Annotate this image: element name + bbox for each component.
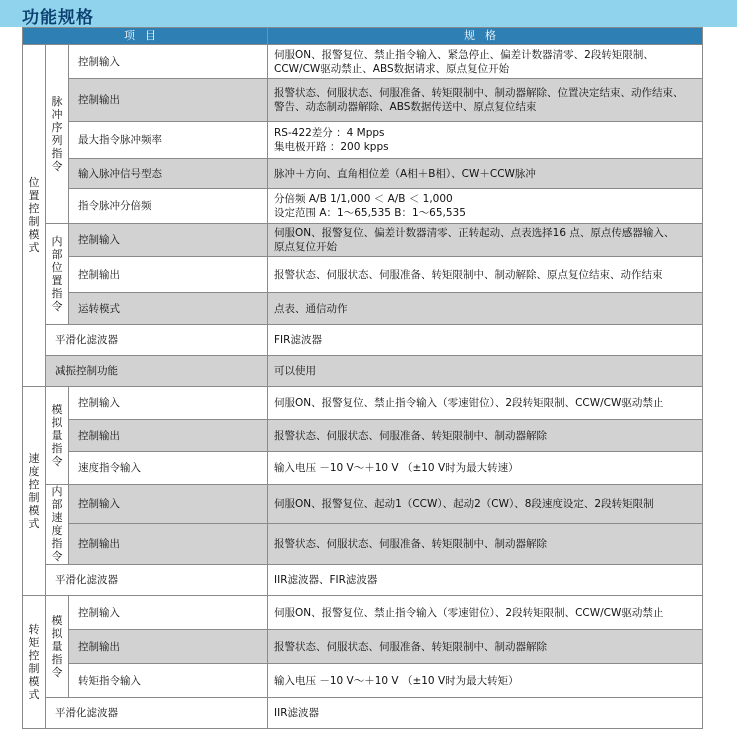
row-item: 控制输入 xyxy=(69,485,268,524)
row-item: 控制输出 xyxy=(69,524,268,565)
row-item: 运转模式 xyxy=(69,293,268,325)
table-row xyxy=(23,664,703,698)
group-internal-speed-cmd: 内部速度指令 xyxy=(46,485,69,565)
row-spec: IIR滤波器、FIR滤波器 xyxy=(268,565,703,596)
group-speed-mode: 速度控制模式 xyxy=(23,387,46,596)
row-item: 控制输出 xyxy=(69,257,268,293)
row-spec: 伺服ON、报警复位、偏差计数器清零、正转起动、点表选择16 点、原点传感器输入、 原点复位开始 xyxy=(268,224,703,257)
table-row xyxy=(23,293,703,325)
row-item: 最大指令脉冲频率 xyxy=(69,122,268,159)
section-title: 功能规格 xyxy=(22,8,94,28)
row-spec: 报警状态、伺服状态、伺服准备、转矩限制中、制动器解除 xyxy=(268,420,703,452)
group-analog-cmd-torque: 模拟量指令 xyxy=(46,596,69,698)
row-spec: 伺服ON、报警复位、起动1（CCW）、起动2（CW）、8段速度设定、2段转矩限制 xyxy=(268,485,703,524)
row-item: 速度指令输入 xyxy=(69,452,268,485)
table-row xyxy=(23,79,703,122)
row-item: 控制输出 xyxy=(69,79,268,122)
group-position-mode: 位置控制模式 xyxy=(23,45,46,387)
row-spec: 报警状态、伺服状态、伺服准备、转矩限制中、制动器解除 xyxy=(268,524,703,565)
row-item: 转矩指令输入 xyxy=(69,664,268,698)
group-pulse-cmd: 脉冲序列指令 xyxy=(46,45,69,224)
table-row xyxy=(23,45,703,79)
table-row xyxy=(23,524,703,565)
row-spec: 点表、通信动作 xyxy=(268,293,703,325)
table-row xyxy=(23,257,703,293)
table-row xyxy=(23,420,703,452)
table-row xyxy=(23,596,703,630)
row-item: 控制输出 xyxy=(69,420,268,452)
header-spec: 规格 xyxy=(268,28,703,45)
row-item: 平滑化滤波器 xyxy=(46,565,268,596)
table-row xyxy=(23,387,703,420)
table-row xyxy=(23,452,703,485)
row-spec: FIR滤波器 xyxy=(268,325,703,356)
row-spec: 伺服ON、报警复位、禁止指令输入（零速钳位）、2段转矩限制、CCW/CW驱动禁止 xyxy=(268,387,703,420)
table-row xyxy=(23,224,703,257)
row-item: 控制输入 xyxy=(69,45,268,79)
table-row xyxy=(23,159,703,189)
table-row xyxy=(23,122,703,159)
row-spec: 报警状态、伺服状态、伺服准备、转矩限制中、制动器解除 xyxy=(268,630,703,664)
row-item: 减振控制功能 xyxy=(46,356,268,387)
section-title-bar xyxy=(0,0,737,27)
row-spec: 输入电压 －10 V～＋10 V （±10 V时为最大转速） xyxy=(268,452,703,485)
row-item: 平滑化滤波器 xyxy=(46,698,268,729)
row-spec: 输入电压 －10 V～＋10 V （±10 V时为最大转矩） xyxy=(268,664,703,698)
table-header-row xyxy=(23,28,703,45)
row-item: 平滑化滤波器 xyxy=(46,325,268,356)
table-row xyxy=(23,485,703,524)
row-spec: IIR滤波器 xyxy=(268,698,703,729)
group-analog-cmd-speed: 模拟量指令 xyxy=(46,387,69,485)
row-spec: 可以使用 xyxy=(268,356,703,387)
table-row xyxy=(23,189,703,224)
row-spec: 报警状态、伺服状态、伺服准备、转矩限制中、制动解除、原点复位结束、动作结束 xyxy=(268,257,703,293)
row-item: 指令脉冲分倍频 xyxy=(69,189,268,224)
row-item: 控制输入 xyxy=(69,596,268,630)
group-internal-pos-cmd: 内部位置指令 xyxy=(46,224,69,325)
row-spec: RS-422差分 ：4 Mpps 集电极开路 ：200 kpps xyxy=(268,122,703,159)
spec-table xyxy=(22,27,703,729)
row-item: 输入脉冲信号型态 xyxy=(69,159,268,189)
header-item: 项目 xyxy=(23,28,268,45)
table-row xyxy=(23,630,703,664)
row-item: 控制输出 xyxy=(69,630,268,664)
row-item: 控制输入 xyxy=(69,387,268,420)
row-spec: 伺服ON、报警复位、禁止指令输入、紧急停止、偏差计数器清零、2段转矩限制、 CCW/CW驱动禁止、ABS数据请求、原点复位开始 xyxy=(268,45,703,79)
table-row xyxy=(23,356,703,387)
row-spec: 伺服ON、报警复位、禁止指令输入（零速钳位）、2段转矩限制、CCW/CW驱动禁止 xyxy=(268,596,703,630)
group-torque-mode: 转矩控制模式 xyxy=(23,596,46,729)
table-row xyxy=(23,565,703,596)
row-spec: 分倍频 A/B 1/1,000 ＜ A/B ＜ 1,000 设定范围 A：1～65,535 B：1～65,535 xyxy=(268,189,703,224)
table-row xyxy=(23,325,703,356)
row-item: 控制输入 xyxy=(69,224,268,257)
row-spec: 报警状态、伺服状态、伺服准备、转矩限制中、制动器解除、位置决定结束、动作结束、 警告、动态制动器解除、ABS数据传送中、原点复位结束 xyxy=(268,79,703,122)
row-spec: 脉冲＋方向、直角相位差（A相＋B相）、CW＋CCW脉冲 xyxy=(268,159,703,189)
